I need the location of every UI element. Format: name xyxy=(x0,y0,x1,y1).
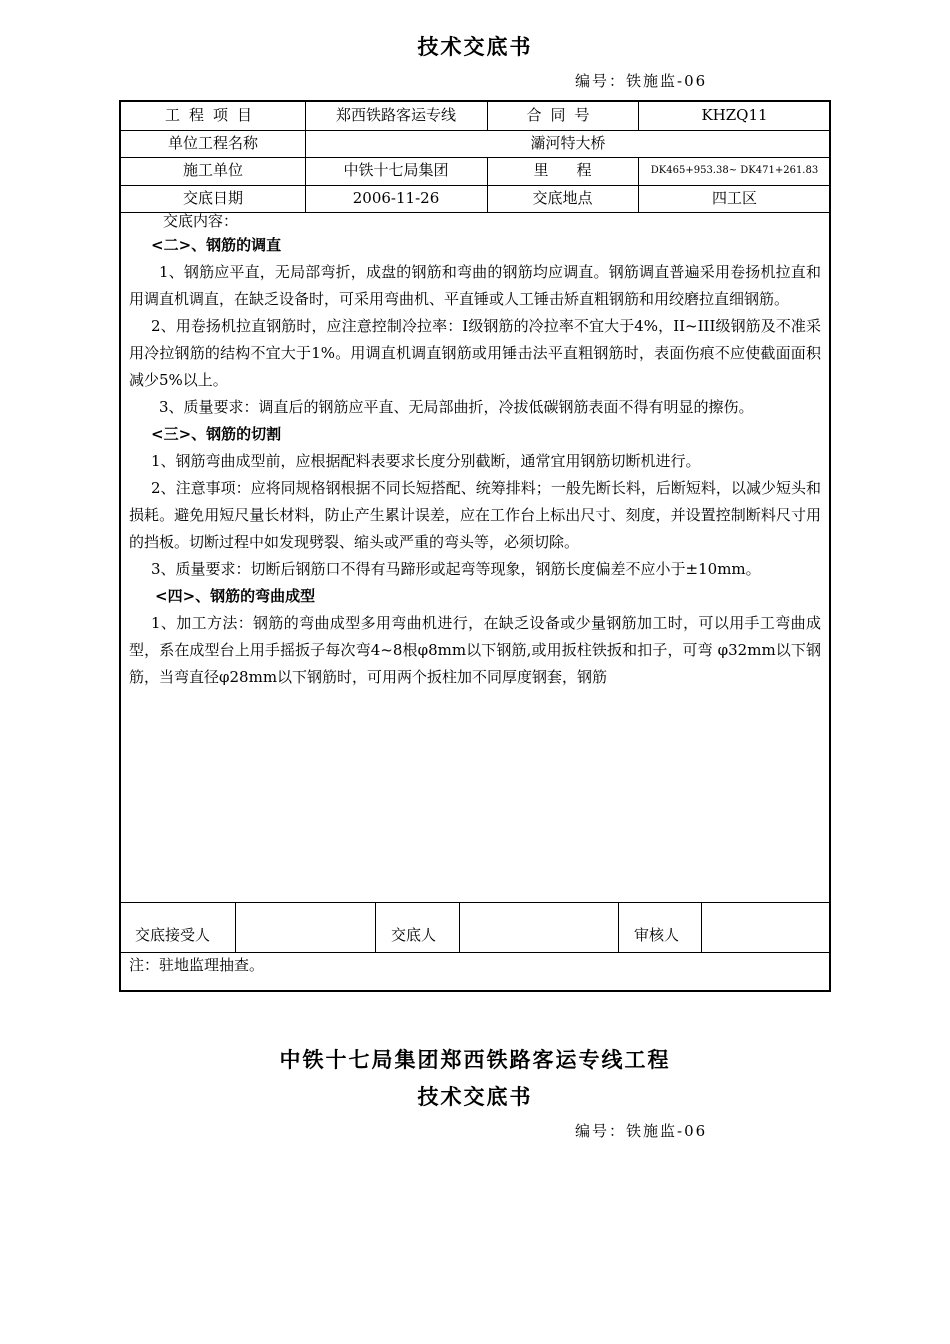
col-divider xyxy=(459,902,460,952)
mileage-value: DK465+953.38~ DK471+261.83 xyxy=(650,165,819,176)
col-divider xyxy=(235,902,236,952)
contract-value: KHZQ11 xyxy=(701,106,768,124)
paragraph: 2、注意事项：应将同规格钢根据不同长短搭配、统筹排料；一般先断长料，后断短料，以减少短头和损耗。避免用短尺量长材料，防止产生累计误差，应在工作台上标出尺寸、刻度，并设置控制断料尺寸用的挡板。切断过程中如发现劈裂、缩头或严重的弯头等，必须切除。 xyxy=(129,479,821,551)
unit-project-value: 灞河特大桥 xyxy=(530,134,606,152)
paragraph: 3、质量要求：切断后钢筋口不得有马蹄形或起弯等现象，钢筋长度偏差不应小于±10mm。 xyxy=(151,560,761,578)
contract-label: 合同号 xyxy=(526,106,599,124)
mileage-label: 里程 xyxy=(533,161,620,179)
row-divider xyxy=(121,902,829,903)
project-label: 工程项目 xyxy=(164,106,261,124)
receiver-label: 交底接受人 xyxy=(135,926,211,944)
serial-number-2: 编号：铁施监-06 xyxy=(575,1122,708,1140)
disclosure-form xyxy=(119,100,831,992)
discloser-label: 交底人 xyxy=(391,926,437,944)
paragraph: 1、加工方法：钢筋的弯曲成型多用弯曲机进行，在缺乏设备或少量钢筋加工时，可以用手工弯曲成型，系在成型台上用手摇扳子每次弯4~8根φ8mm以下钢筋,或用扳柱铁扳和扣子，可弯 φ32mm以下钢筋，当弯直径φ28mm以下钢筋时，可用两个扳柱加不同厚度钢套，钢筋 xyxy=(129,614,821,686)
company-title: 中铁十七局集团郑西铁路客运专线工程 xyxy=(279,1047,671,1072)
section-heading: <四>、钢筋的弯曲成型 xyxy=(155,587,316,605)
col-divider xyxy=(618,902,619,952)
project-value: 郑西铁路客运专线 xyxy=(335,106,456,124)
paragraph: 3、质量要求：调直后的钢筋应平直、无局部曲折，冷拔低碳钢筋表面不得有明显的擦伤。 xyxy=(159,398,754,416)
constructor-value: 中铁十七局集团 xyxy=(343,161,449,179)
section-heading: <二>、钢筋的调直 xyxy=(151,236,282,254)
col-divider xyxy=(701,902,702,952)
constructor-label: 施工单位 xyxy=(182,161,243,179)
paragraph: 1、钢筋应平直，无局部弯折，成盘的钢筋和弯曲的钢筋均应调直。钢筋调直普遍采用卷扬机拉直和用调直机调直，在缺乏设备时，可采用弯曲机、平直锤或人工锤击矫直粗钢筋和用绞磨拉直细钢筋。 xyxy=(129,263,821,308)
supervision-note: 注：驻地监理抽查。 xyxy=(129,956,265,974)
paragraph: 2、用卷扬机拉直钢筋时，应注意控制冷拉率：I级钢筋的冷拉率不宜大于4%，II~III级钢筋及不准采用冷拉钢筋的结构不宜大于1%。用调直机调直钢筋或用锤击法平直粗钢筋时，表面伤痕不应使截面面积减少5%以上。 xyxy=(129,317,821,389)
reviewer-label: 审核人 xyxy=(634,926,680,944)
document-title-2: 技术交底书 xyxy=(417,1084,533,1109)
place-label: 交底地点 xyxy=(532,189,593,207)
paragraph: 1、钢筋弯曲成型前，应根据配料表要求长度分别截断，通常宜用钢筋切断机进行。 xyxy=(151,452,701,470)
section-heading: <三>、钢筋的切割 xyxy=(151,425,282,443)
place-value: 四工区 xyxy=(711,189,757,207)
content-label: 交底内容： xyxy=(163,212,239,230)
date-label: 交底日期 xyxy=(182,189,243,207)
document-title: 技术交底书 xyxy=(417,34,533,59)
disclosure-content xyxy=(129,210,821,691)
date-value: 2006-11-26 xyxy=(352,189,440,207)
col-divider xyxy=(375,902,376,952)
serial-number: 编号：铁施监-06 xyxy=(575,72,708,90)
unit-project-label: 单位工程名称 xyxy=(167,134,258,152)
row-divider xyxy=(121,952,829,953)
